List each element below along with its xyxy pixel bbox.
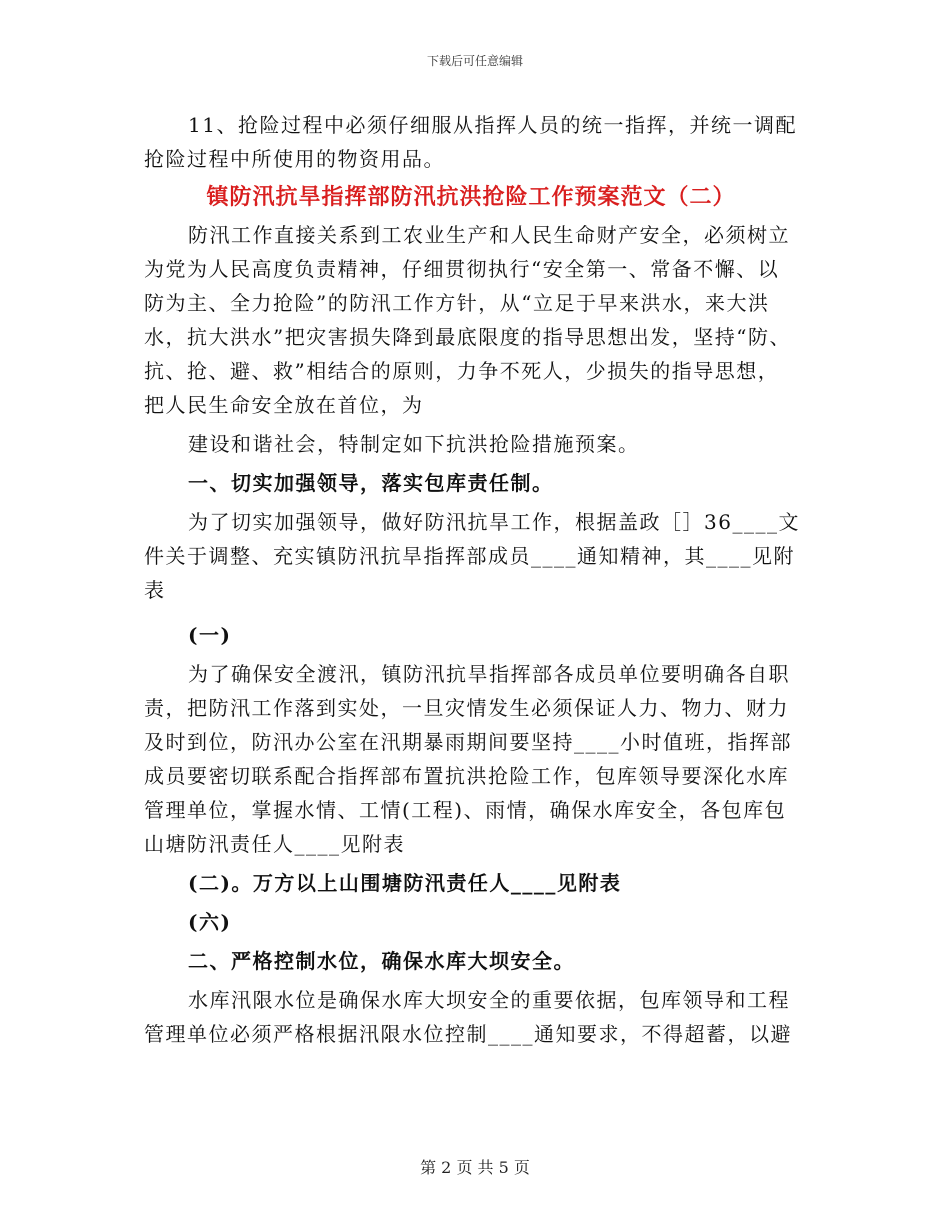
subsection-label-1: (一) — [188, 623, 232, 647]
subsection-label-6: (六) — [188, 910, 232, 934]
section-heading-2: 二、严格控制水位，确保水库大坝安全。 — [188, 949, 575, 973]
section-2-paragraph — [144, 983, 798, 1051]
subsection-label-2: (二)。万方以上山围塘防汛责任人____见附表 — [188, 871, 622, 895]
text-line: 责，把防汛工作落到实处，一旦灾情发生必须保证人力、物力、财力 — [144, 696, 789, 720]
text-line: 抗、抢、避、救”相结合的原则，力争不死人，少损失的指导思想， — [144, 359, 780, 383]
document-body — [144, 108, 798, 1051]
text-line: 防汛工作直接关系到工农业生产和人民生命财产安全，必须树立 — [188, 223, 790, 247]
text-line: 山塘防汛责任人____见附表 — [144, 832, 405, 856]
page-footer: 第 2 页 共 5 页 — [420, 1158, 530, 1177]
text-line: 件关于调整、充实镇防汛抗旱指挥部成员____通知精神，其____见附 — [144, 544, 795, 568]
text-line: 水库汛限水位是确保水库大坝安全的重要依据，包库领导和工程 — [188, 988, 790, 1012]
subsection-1-paragraph — [144, 657, 798, 861]
text-line: 11、抢险过程中必须仔细服从指挥人员的统一指挥，并统一调配 — [188, 113, 797, 137]
text-line: 水，抗大洪水”把灾害损失降到最底限度的指导思想出发，坚持“防、 — [144, 325, 791, 349]
text-line: 成员要密切联系配合指挥部布置抗洪抢险工作，包库领导要深化水库 — [144, 764, 789, 788]
paragraph-item-11 — [144, 108, 798, 176]
text-line: 及时到位，防汛办公室在汛期暴雨期间要坚持____小时值班，指挥部 — [144, 730, 792, 754]
text-line: 为党为人民高度负责精神，仔细贯彻执行“安全第一、常备不懈、以 — [144, 257, 780, 281]
intro-paragraph-2: 建设和谐社会，特制定如下抗洪抢险措施预案。 — [188, 432, 640, 456]
text-line: 为了切实加强领导，做好防汛抗旱工作，根据盖政［］36____文 — [188, 510, 800, 534]
text-line: 为了确保安全渡汛，镇防汛抗旱指挥部各成员单位要明确各自职 — [188, 662, 790, 686]
text-line: 把人民生命安全放在首位，为 — [144, 393, 424, 417]
text-line: 防为主、全力抢险”的防汛工作方针，从“立足于早来洪水，来大洪 — [144, 291, 770, 315]
text-line: 抢险过程中所使用的物资用品。 — [144, 147, 445, 171]
intro-paragraph — [144, 218, 798, 422]
text-line: 表 — [144, 578, 166, 602]
text-line: 管理单位必须严格根据汛限水位控制____通知要求，不得超蓄，以避 — [144, 1022, 792, 1046]
page-header: 下载后可任意编辑 — [426, 54, 523, 68]
section-1-paragraph — [144, 505, 798, 607]
text-line: 管理单位，掌握水情、工情(工程)、雨情，确保水库安全，各包库包 — [144, 798, 787, 822]
section-heading-1: 一、切实加强领导，落实包库责任制。 — [188, 471, 554, 495]
document-title: 镇防汛抗旱指挥部防汛抗洪抢险工作预案范文（二） — [206, 184, 736, 210]
